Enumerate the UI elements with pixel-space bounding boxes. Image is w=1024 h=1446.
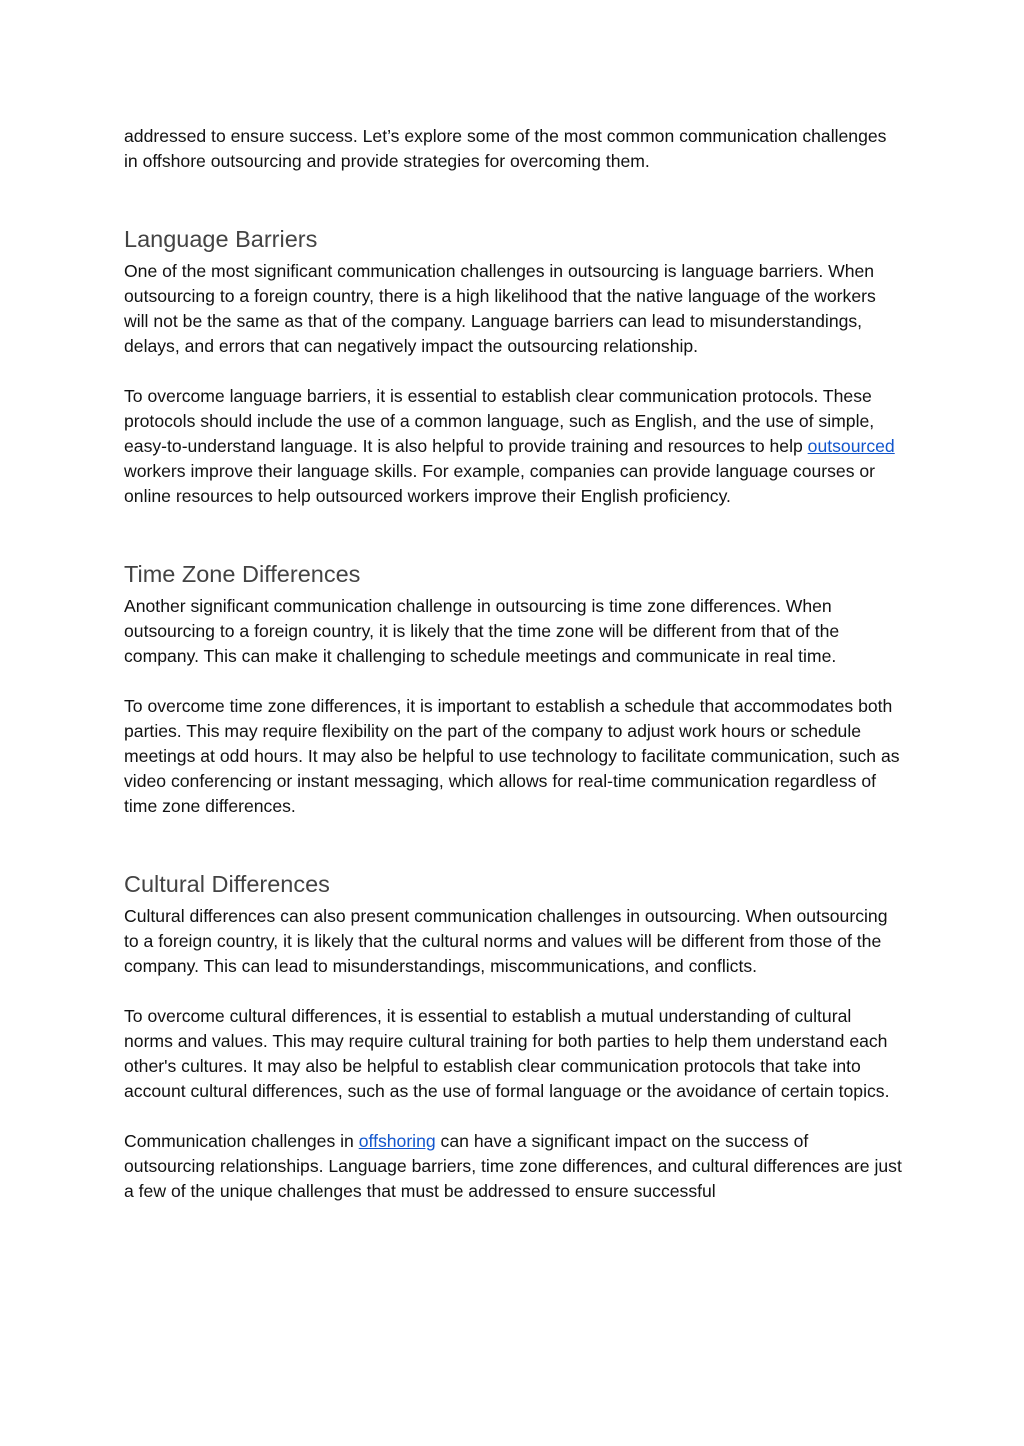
- paragraph-text: workers improve their language skills. For example, companies can provide language courses or online resources to help outsourced workers improve their English proficiency.: [124, 461, 876, 506]
- section-language-barriers: [124, 224, 904, 509]
- section-heading: Cultural Differences: [124, 871, 330, 897]
- paragraph-text: can have a significant impact on the success of outsourcing relationships. Language barriers, time zone differences, and cultural differences are just a few of the unique challenges that must be addressed to ensure successful: [124, 1131, 902, 1201]
- paragraph-with-link: [124, 384, 904, 509]
- paragraph: Cultural differences can also present communication challenges in outsourcing. When outsourcing to a foreign country, it is likely that the cultural norms and values will be different from those of the company. This can lead to misunderstandings, miscommunications, and conflicts.: [124, 906, 888, 976]
- paragraph-text: To overcome language barriers, it is essential to establish clear communication protocols. These protocols should include the use of a common language, such as English, and the use of simple, easy-to-understand language. It is also helpful to provide training and resources to help: [124, 386, 875, 456]
- section-heading: Time Zone Differences: [124, 561, 361, 587]
- document-page: [124, 124, 904, 1204]
- offshoring-link[interactable]: offshoring: [358, 1131, 436, 1151]
- closing-paragraph: [124, 1129, 904, 1204]
- paragraph: To overcome cultural differences, it is essential to establish a mutual understanding of cultural norms and values. This may require cultural training for both parties to help them understand each other's cultures. It may also be helpful to establish clear communication protocols that take into account cultural differences, such as the use of formal language or the avoidance of certain topics.: [124, 1006, 890, 1101]
- section-heading: Language Barriers: [124, 226, 318, 252]
- paragraph: One of the most significant communication challenges in outsourcing is language barriers. When outsourcing to a foreign country, there is a high likelihood that the native language of the workers will not be the same as that of the company. Language barriers can lead to misunderstandings, delays, and errors that can negatively impact the outsourcing relationship.: [124, 261, 876, 356]
- outsourced-link[interactable]: outsourced: [807, 436, 895, 456]
- paragraph: Another significant communication challenge in outsourcing is time zone differences. When outsourcing to a foreign country, it is likely that the time zone will be different from that of the company. This can make it challenging to schedule meetings and communicate in real time.: [124, 596, 840, 666]
- intro-paragraph: addressed to ensure success. Let’s explore some of the most common communication challenges in offshore outsourcing and provide strategies for overcoming them.: [124, 126, 887, 171]
- paragraph-text: Communication challenges in: [124, 1131, 359, 1151]
- section-cultural-differences: [124, 869, 904, 1104]
- section-time-zone-differences: [124, 559, 904, 819]
- paragraph: To overcome time zone differences, it is important to establish a schedule that accommodates both parties. This may require flexibility on the part of the company to adjust work hours or schedule meetings at odd hours. It may also be helpful to use technology to facilitate communication, such as video conferencing or instant messaging, which allows for real-time communication regardless of time zone differences.: [124, 696, 900, 816]
